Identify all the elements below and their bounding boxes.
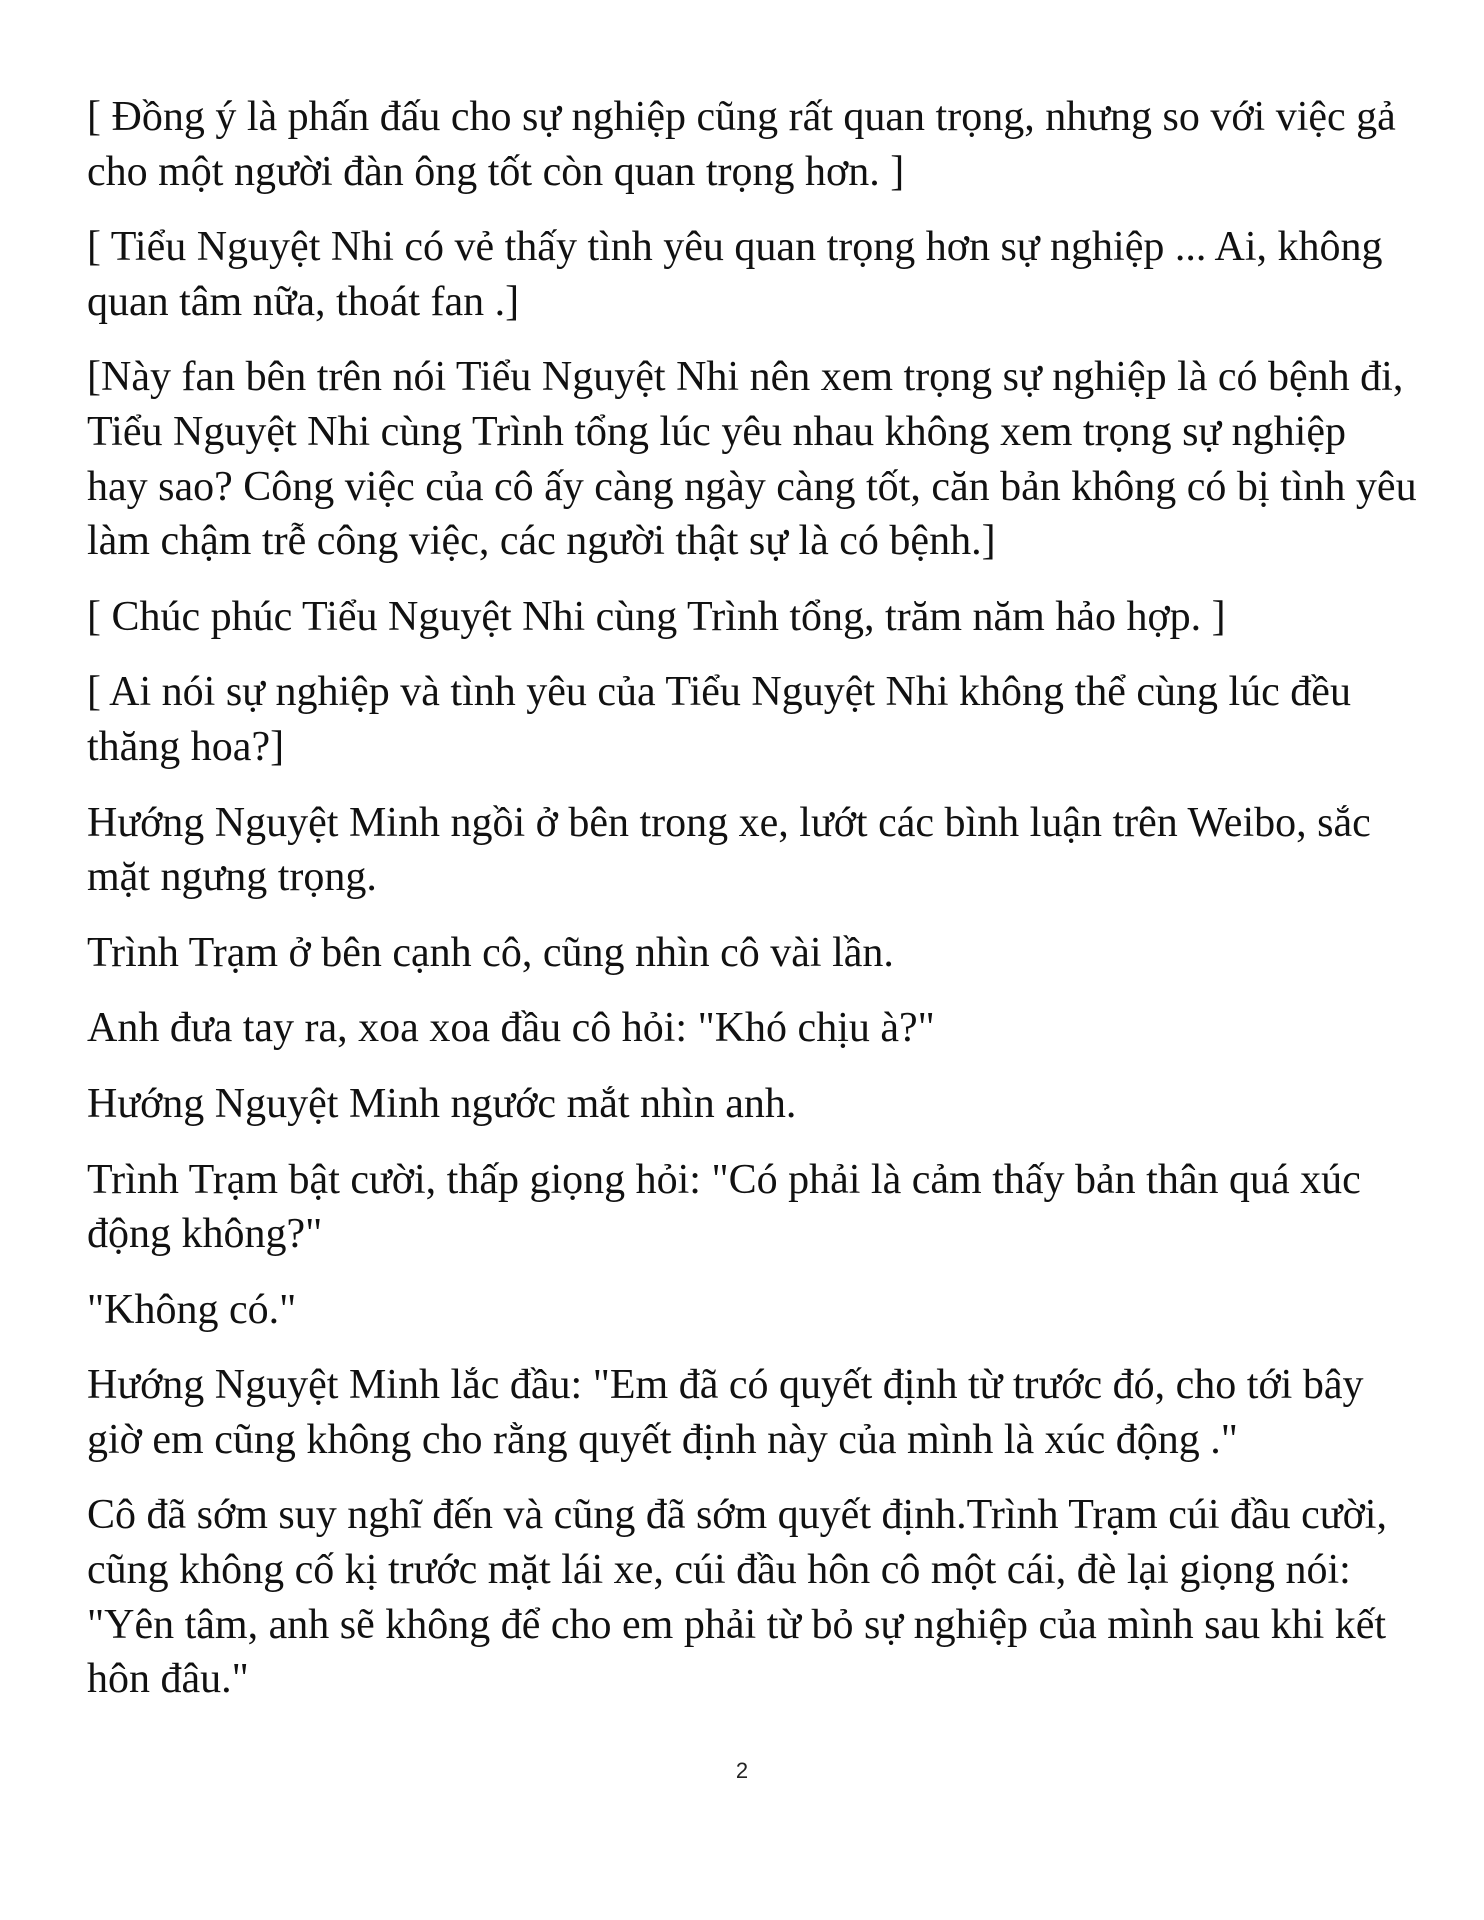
page-number: 2 <box>735 1758 749 1783</box>
paragraph-11: "Không có." <box>87 1286 297 1333</box>
paragraph-12: Hướng Nguyệt Minh lắc đầu: "Em đã có quyết định từ trước đó, cho tới bây giờ em cũng không cho rằng quyết định này của mình là xúc động ." <box>87 1362 1364 1463</box>
paragraph-1: [ Đồng ý là phấn đấu cho sự nghiệp cũng rất quan trọng, nhưng so với việc gả cho một người đàn ông tốt còn quan trọng hơn. ] <box>87 94 1396 195</box>
paragraph-9: Hướng Nguyệt Minh ngước mắt nhìn anh. <box>87 1080 797 1127</box>
paragraph-8: Anh đưa tay ra, xoa xoa đầu cô hỏi: "Khó chịu à?" <box>87 1005 935 1052</box>
paragraph-4: [ Chúc phúc Tiểu Nguyệt Nhi cùng Trình tổng, trăm năm hảo hợp. ] <box>87 593 1226 640</box>
paragraph-13: Cô đã sớm suy nghĩ đến và cũng đã sớm quyết định.Trình Trạm cúi đầu cười, cũng không cố kị trước mặt lái xe, cúi đầu hôn cô một cái, đè lại giọng nói: "Yên tâm, anh sẽ không để cho em phải từ bỏ sự nghiệp của mình sau khi kết hôn đâu." <box>87 1492 1387 1703</box>
paragraph-10: Trình Trạm bật cười, thấp giọng hỏi: "Có phải là cảm thấy bản thân quá xúc động không?" <box>87 1156 1361 1258</box>
paragraph-3: [Này fan bên trên nói Tiểu Nguyệt Nhi nên xem trọng sự nghiệp là có bệnh đi, Tiểu Nguyệt Nhi cùng Trình tổng lúc yêu nhau không xem trọng sự nghiệp hay sao? Công việc của cô ấy càng ngày càng tốt, căn bản không có bị tình yêu làm chậm trễ công việc, các người thật sự là có bệnh.] <box>87 354 1417 565</box>
paragraph-6: Hướng Nguyệt Minh ngồi ở bên trong xe, lướt các bình luận trên Weibo, sắc mặt ngưng trọng. <box>87 799 1371 901</box>
paragraph-2: [ Tiểu Nguyệt Nhi có vẻ thấy tình yêu quan trọng hơn sự nghiệp ... Ai, không quan tâm nữa, thoát fan .] <box>87 224 1383 325</box>
paragraph-5: [ Ai nói sự nghiệp và tình yêu của Tiểu Nguyệt Nhi không thể cùng lúc đều thăng hoa?] <box>87 669 1351 770</box>
paragraph-7: Trình Trạm ở bên cạnh cô, cũng nhìn cô vài lần. <box>87 929 894 976</box>
page-body <box>87 90 1417 1728</box>
